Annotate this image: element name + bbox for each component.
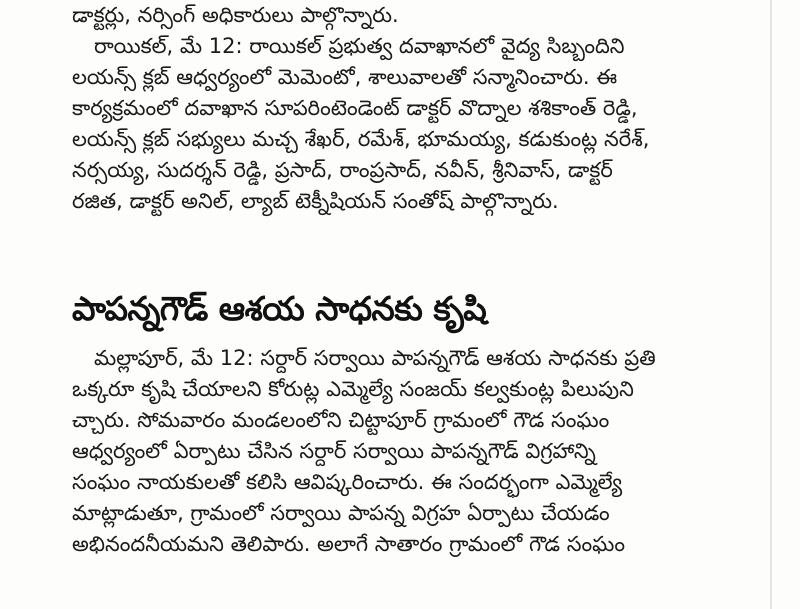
article-rayikal (72, 0, 766, 217)
article-line: రజిత, డాక్టర్ అనిల్, ల్యాబ్ టెక్నీషియన్ సంతోష్ పాల్గొన్నారు. (72, 189, 559, 213)
article-headline: పాపన్నగౌడ్ ఆశయ సాధనకు కృషి (72, 289, 487, 328)
article-line: ఆధ్వర్యంలో ఏర్పాటు చేసిన సర్దార్ సర్వాయి పాపన్నగౌడ్ విగ్రహాన్ని (72, 439, 596, 463)
column-edge (770, 0, 772, 609)
article-line: కార్యక్రమంలో దవాఖాన సూపరింటెండెంట్ డాక్టర్ వొద్నాల శశికాంత్ రెడ్డి, (72, 96, 638, 120)
article-line: నర్సయ్య, సుదర్శన్ రెడ్డి, ప్రసాద్, రాంప్రసాద్, నవీన్, శ్రీనివాస్, డాక్టర్ (72, 158, 613, 182)
article-line: చ్చారు. సోమవారం మండలంలోని చిట్టాపూర్ గ్రామంలో గౌడ సంఘం (72, 408, 610, 432)
article-line: సంఘం నాయకులతో కలిసి ఆవిష్కరించారు. ఈ సందర్భంగా ఎమ్మెల్యే (72, 470, 623, 494)
article-line: లయన్స్ క్లబ్ సభ్యులు మచ్చ శేఖర్, రమేశ్, భూమయ్య, కడుకుంట్ల నరేశ్, (72, 127, 650, 151)
article-line: అభినందనీయమని తెలిపారు. అలాగే సాతారం గ్రామంలో గౌడ సంఘం (72, 532, 625, 556)
article-line: మల్లాపూర్, మే 12: సర్దార్ సర్వాయి పాపన్నగౌడ్ ఆశయ సాధనకు ప్రతి (94, 346, 656, 370)
article-line: ఒక్కరూ కృషి చేయాలని కోరుట్ల ఎమ్మెల్యే సంజయ్ కల్వకుంట్ల పిలుపుని (72, 377, 634, 401)
article-line: డాక్టర్లు, నర్సింగ్ అధికారులు పాల్గొన్నారు. (72, 3, 399, 27)
article-line: లయన్స్ క్లబ్ ఆధ్వర్యంలో మెమెంటో, శాలువాలతో సన్మానించారు. ఈ (72, 65, 618, 89)
article-line: మాట్లాడుతూ, గ్రామంలో సర్వాయి పాపన్న విగ్రహ ఏర్పాటు చేయడం (72, 501, 610, 525)
article-mallapur (72, 343, 766, 560)
article-line: రాయికల్, మే 12: రాయికల్ ప్రభుత్వ దవాఖానలో వైద్య సిబ్బందిని (94, 34, 625, 58)
